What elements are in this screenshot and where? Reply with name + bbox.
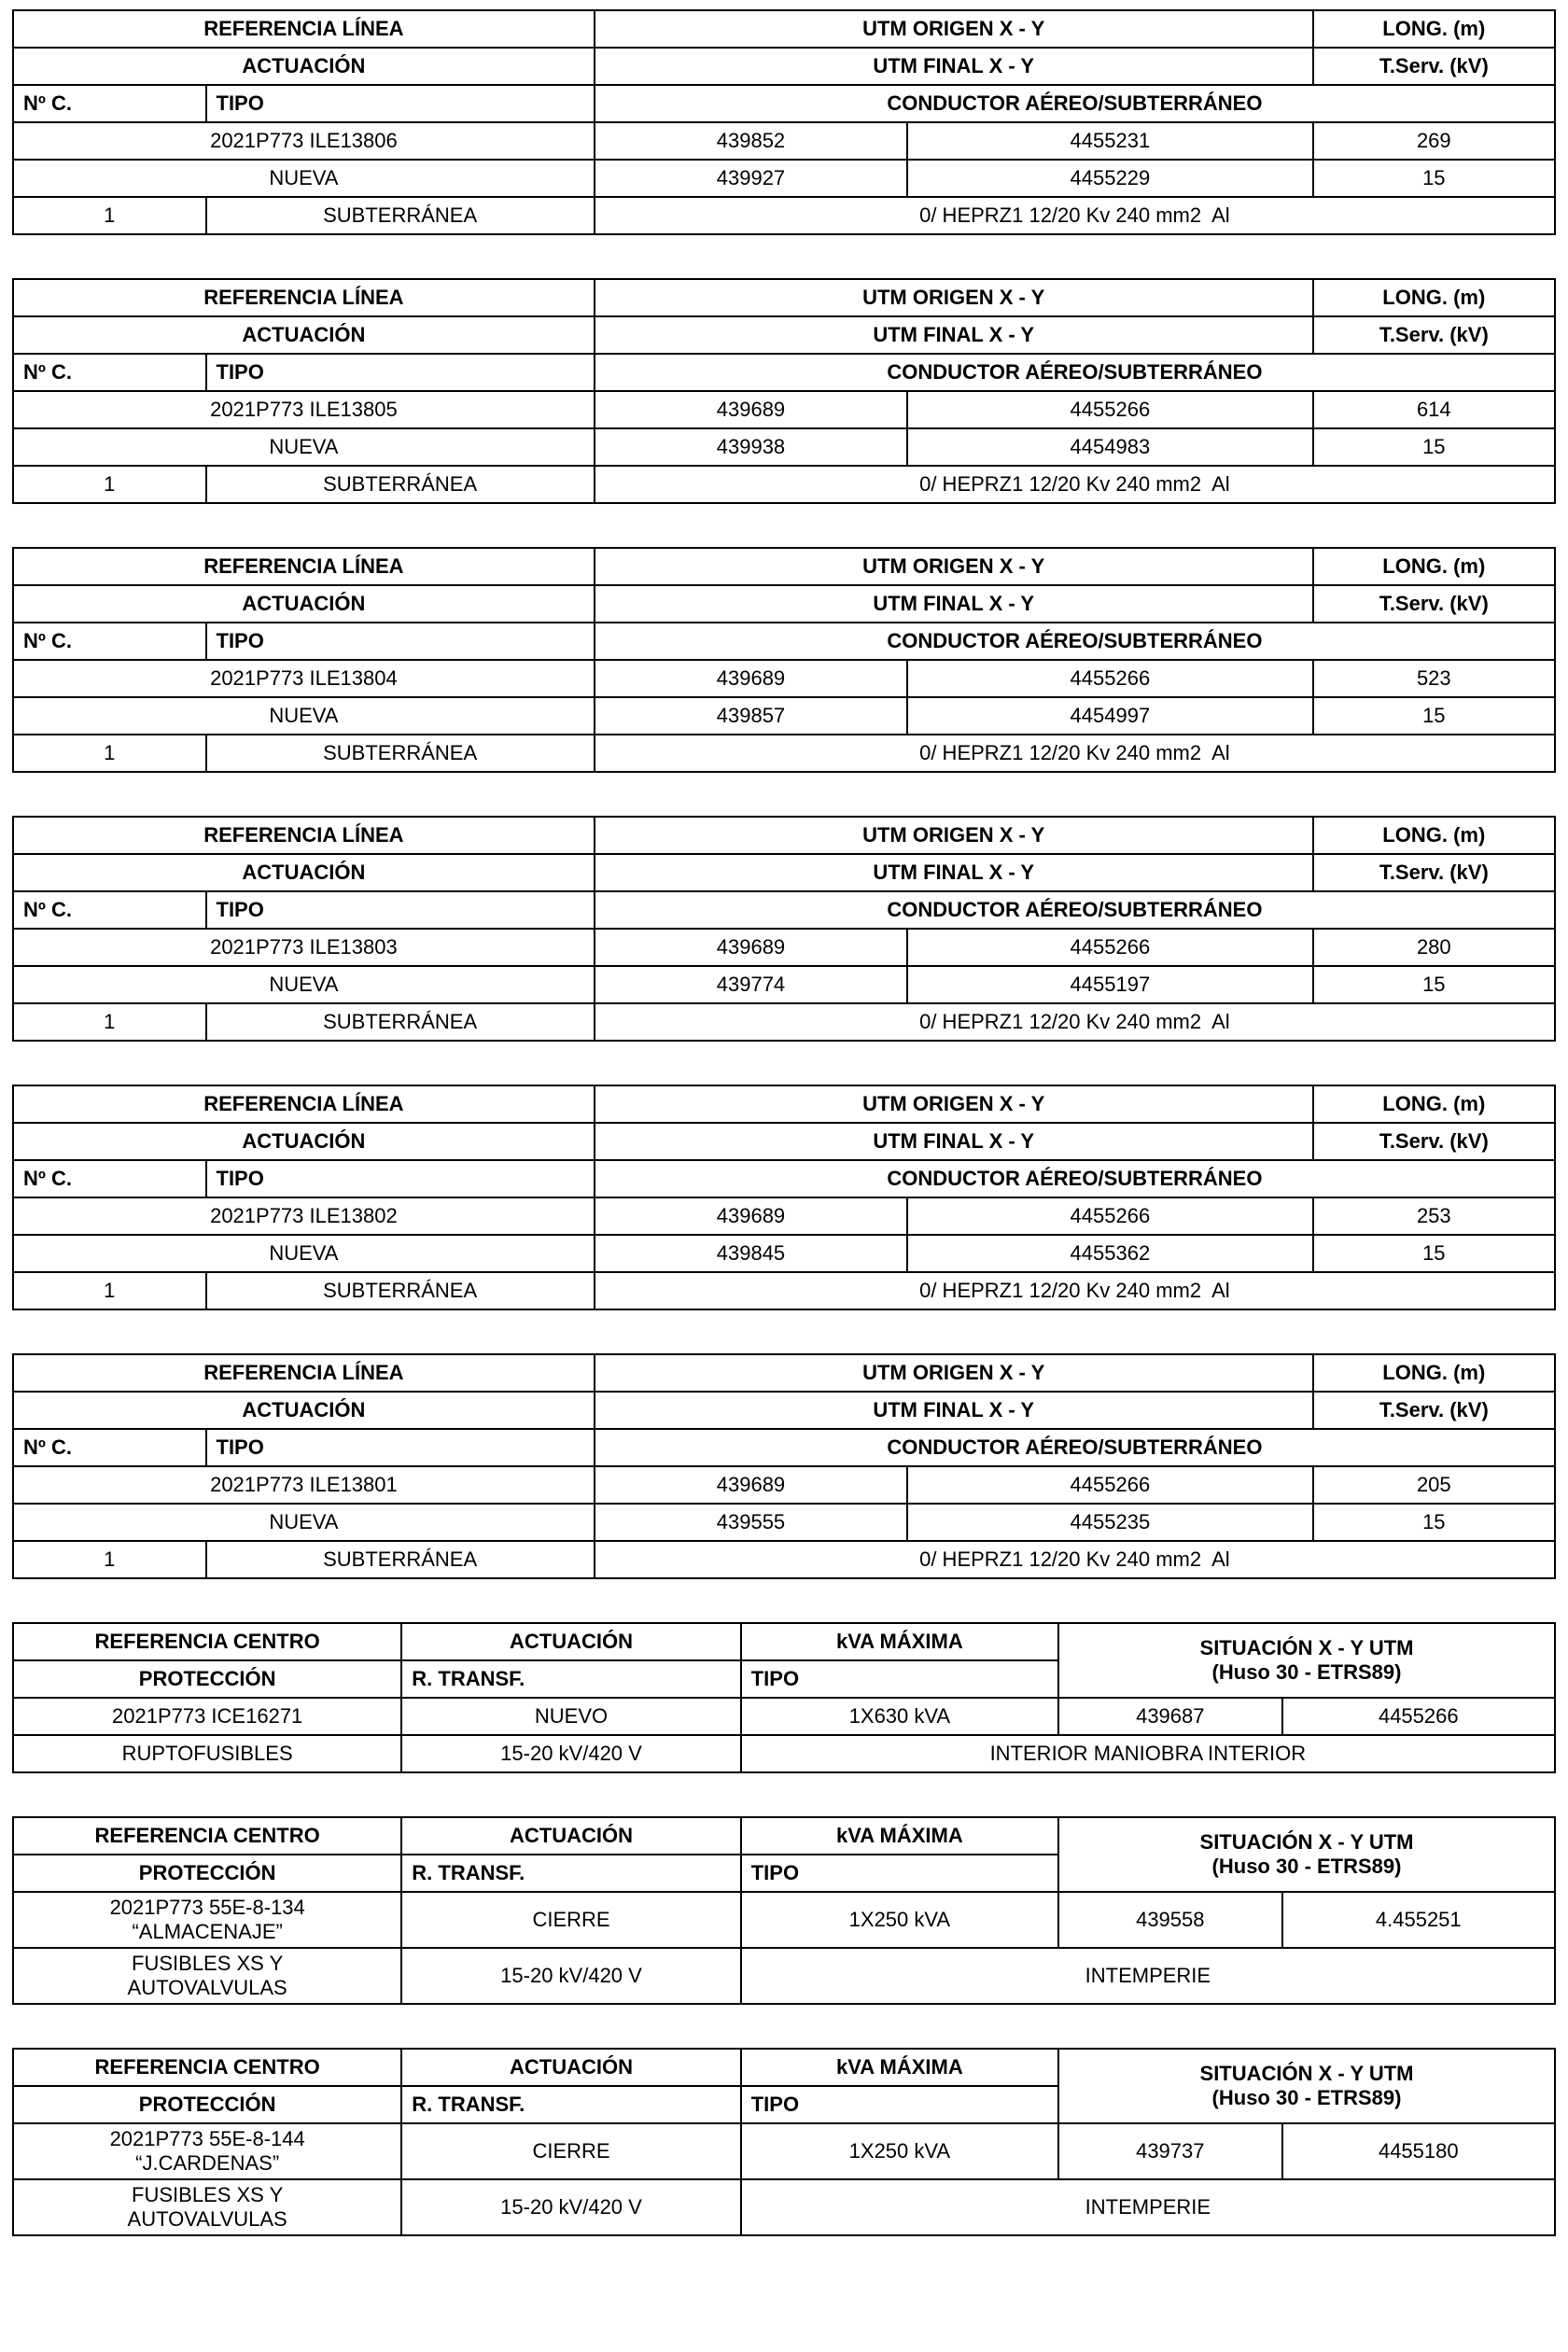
table-row bbox=[13, 1392, 1555, 1429]
header-tipo: TIPO bbox=[206, 1160, 595, 1197]
value-tipo: INTEMPERIE bbox=[741, 2179, 1555, 2235]
value-referencia-line1: 2021P773 55E-8-144 bbox=[109, 2127, 305, 2150]
header-tipo: TIPO bbox=[206, 354, 595, 391]
header-actuacion: ACTUACIÓN bbox=[13, 585, 595, 623]
value-tserv: 15 bbox=[1313, 1235, 1555, 1272]
header-tipo: TIPO bbox=[741, 1660, 1058, 1698]
value-origen-y: 4455266 bbox=[907, 1197, 1312, 1235]
header-conductor: CONDUCTOR AÉREO/SUBTERRÁNEO bbox=[595, 354, 1555, 391]
header-referencia-linea: REFERENCIA LÍNEA bbox=[13, 10, 595, 48]
value-tserv: 15 bbox=[1313, 1504, 1555, 1541]
header-num-c: Nº C. bbox=[13, 1160, 206, 1197]
header-kva-maxima: kVA MÁXIMA bbox=[741, 1623, 1058, 1660]
value-conductor: 0/ HEPRZ1 12/20 Kv 240 mm2 Al bbox=[595, 1541, 1555, 1578]
value-final-x: 439845 bbox=[595, 1235, 907, 1272]
value-tipo: SUBTERRÁNEA bbox=[206, 1003, 595, 1041]
header-actuacion: ACTUACIÓN bbox=[13, 48, 595, 85]
value-proteccion-line2: AUTOVALVULAS bbox=[127, 2207, 287, 2231]
value-kva: 1X630 kVA bbox=[741, 1698, 1058, 1735]
value-num-c: 1 bbox=[13, 1272, 206, 1309]
value-tserv: 15 bbox=[1313, 428, 1555, 466]
table-row bbox=[13, 160, 1555, 197]
value-num-c: 1 bbox=[13, 735, 206, 772]
value-tipo: INTEMPERIE bbox=[741, 1948, 1555, 2004]
table-row bbox=[13, 2179, 1555, 2235]
value-actuacion: NUEVA bbox=[13, 1504, 595, 1541]
table-row bbox=[13, 1698, 1555, 1735]
table-row bbox=[13, 1948, 1555, 2004]
header-utm-origen: UTM ORIGEN X - Y bbox=[595, 817, 1313, 854]
header-situacion-line1: SITUACIÓN X - Y UTM bbox=[1199, 1636, 1414, 1659]
header-r-transf: R. TRANSF. bbox=[401, 1855, 740, 1892]
value-proteccion bbox=[13, 2179, 401, 2235]
table-row bbox=[13, 1429, 1555, 1466]
header-utm-origen: UTM ORIGEN X - Y bbox=[595, 279, 1313, 316]
value-proteccion-line1: FUSIBLES XS Y bbox=[132, 1952, 284, 1975]
table-row bbox=[13, 354, 1555, 391]
value-kva: 1X250 kVA bbox=[741, 1892, 1058, 1948]
table-row bbox=[13, 966, 1555, 1003]
table-row bbox=[13, 1504, 1555, 1541]
value-actuacion: NUEVA bbox=[13, 428, 595, 466]
value-referencia-line1: 2021P773 55E-8-134 bbox=[109, 1896, 305, 1919]
header-kva-maxima: kVA MÁXIMA bbox=[741, 1817, 1058, 1855]
value-conductor: 0/ HEPRZ1 12/20 Kv 240 mm2 Al bbox=[595, 1003, 1555, 1041]
value-origen-y: 4455266 bbox=[907, 660, 1312, 697]
header-utm-origen: UTM ORIGEN X - Y bbox=[595, 548, 1313, 585]
value-referencia-line2: “ALMACENAJE” bbox=[132, 1920, 283, 1943]
header-actuacion: ACTUACIÓN bbox=[401, 1623, 740, 1660]
center-table-1 bbox=[12, 1622, 1556, 1773]
value-tipo: SUBTERRÁNEA bbox=[206, 466, 595, 503]
header-num-c: Nº C. bbox=[13, 354, 206, 391]
value-tipo: SUBTERRÁNEA bbox=[206, 197, 595, 234]
value-referencia: 2021P773 ILE13801 bbox=[13, 1466, 595, 1504]
header-conductor: CONDUCTOR AÉREO/SUBTERRÁNEO bbox=[595, 1429, 1555, 1466]
value-final-y: 4454983 bbox=[907, 428, 1312, 466]
header-num-c: Nº C. bbox=[13, 623, 206, 660]
value-referencia-line2: “J.CARDENAS” bbox=[135, 2151, 280, 2175]
header-utm-final: UTM FINAL X - Y bbox=[595, 854, 1313, 891]
table-row bbox=[13, 1623, 1555, 1660]
header-referencia-linea: REFERENCIA LÍNEA bbox=[13, 279, 595, 316]
header-actuacion: ACTUACIÓN bbox=[13, 854, 595, 891]
value-utm-y: 4455266 bbox=[1282, 1698, 1555, 1735]
value-tserv: 15 bbox=[1313, 966, 1555, 1003]
value-proteccion bbox=[13, 1735, 401, 1772]
header-situacion-line2: (Huso 30 - ETRS89) bbox=[1211, 1660, 1402, 1684]
header-situacion-line1: SITUACIÓN X - Y UTM bbox=[1199, 2062, 1414, 2085]
table-row bbox=[13, 660, 1555, 697]
header-conductor: CONDUCTOR AÉREO/SUBTERRÁNEO bbox=[595, 891, 1555, 929]
table-row bbox=[13, 817, 1555, 854]
value-referencia: 2021P773 ILE13804 bbox=[13, 660, 595, 697]
header-actuacion: ACTUACIÓN bbox=[401, 2049, 740, 2086]
header-long: LONG. (m) bbox=[1313, 817, 1555, 854]
value-long: 523 bbox=[1313, 660, 1555, 697]
header-num-c: Nº C. bbox=[13, 1429, 206, 1466]
header-r-transf: R. TRANSF. bbox=[401, 1660, 740, 1698]
value-long: 614 bbox=[1313, 391, 1555, 428]
header-referencia-centro: REFERENCIA CENTRO bbox=[13, 2049, 401, 2086]
header-long: LONG. (m) bbox=[1313, 279, 1555, 316]
value-utm-x: 439558 bbox=[1058, 1892, 1282, 1948]
value-referencia-centro bbox=[13, 2123, 401, 2179]
value-actuacion: NUEVA bbox=[13, 1235, 595, 1272]
value-actuacion: CIERRE bbox=[401, 2123, 740, 2179]
header-referencia-linea: REFERENCIA LÍNEA bbox=[13, 1085, 595, 1123]
table-row bbox=[13, 428, 1555, 466]
value-origen-x: 439689 bbox=[595, 1197, 907, 1235]
value-referencia: 2021P773 ILE13806 bbox=[13, 122, 595, 160]
value-r-transf: 15-20 kV/420 V bbox=[401, 1948, 740, 2004]
value-long: 205 bbox=[1313, 1466, 1555, 1504]
table-row bbox=[13, 585, 1555, 623]
value-proteccion-line1: RUPTOFUSIBLES bbox=[121, 1742, 293, 1765]
header-referencia-centro: REFERENCIA CENTRO bbox=[13, 1623, 401, 1660]
value-final-x: 439774 bbox=[595, 966, 907, 1003]
table-row bbox=[13, 2123, 1555, 2179]
value-tipo: SUBTERRÁNEA bbox=[206, 735, 595, 772]
value-utm-y: 4.455251 bbox=[1282, 1892, 1555, 1948]
header-utm-origen: UTM ORIGEN X - Y bbox=[595, 10, 1313, 48]
table-row bbox=[13, 122, 1555, 160]
line-table-1 bbox=[12, 9, 1556, 235]
value-origen-y: 4455266 bbox=[907, 1466, 1312, 1504]
table-row bbox=[13, 1235, 1555, 1272]
value-r-transf: 15-20 kV/420 V bbox=[401, 1735, 740, 1772]
value-r-transf: 15-20 kV/420 V bbox=[401, 2179, 740, 2235]
header-kva-maxima: kVA MÁXIMA bbox=[741, 2049, 1058, 2086]
value-proteccion-line1: FUSIBLES XS Y bbox=[132, 2183, 284, 2206]
value-origen-y: 4455266 bbox=[907, 929, 1312, 966]
value-referencia-centro bbox=[13, 1698, 401, 1735]
table-row bbox=[13, 197, 1555, 234]
value-final-y: 4454997 bbox=[907, 697, 1312, 735]
value-referencia: 2021P773 ILE13802 bbox=[13, 1197, 595, 1235]
header-situacion-utm bbox=[1058, 1817, 1555, 1892]
value-tipo: INTERIOR MANIOBRA INTERIOR bbox=[741, 1735, 1555, 1772]
value-conductor: 0/ HEPRZ1 12/20 Kv 240 mm2 Al bbox=[595, 197, 1555, 234]
value-tipo: SUBTERRÁNEA bbox=[206, 1272, 595, 1309]
value-num-c: 1 bbox=[13, 1003, 206, 1041]
header-utm-origen: UTM ORIGEN X - Y bbox=[595, 1085, 1313, 1123]
header-utm-origen: UTM ORIGEN X - Y bbox=[595, 1354, 1313, 1392]
value-final-x: 439857 bbox=[595, 697, 907, 735]
header-long: LONG. (m) bbox=[1313, 1085, 1555, 1123]
header-situacion-line1: SITUACIÓN X - Y UTM bbox=[1199, 1830, 1414, 1854]
table-row bbox=[13, 1817, 1555, 1855]
value-final-y: 4455197 bbox=[907, 966, 1312, 1003]
table-row bbox=[13, 697, 1555, 735]
header-tipo: TIPO bbox=[206, 85, 595, 122]
center-table-2 bbox=[12, 1816, 1556, 2005]
header-referencia-linea: REFERENCIA LÍNEA bbox=[13, 1354, 595, 1392]
table-row bbox=[13, 1892, 1555, 1948]
header-tipo: TIPO bbox=[741, 2086, 1058, 2123]
value-origen-x: 439689 bbox=[595, 660, 907, 697]
header-proteccion: PROTECCIÓN bbox=[13, 1855, 401, 1892]
value-origen-x: 439689 bbox=[595, 391, 907, 428]
value-actuacion: NUEVA bbox=[13, 966, 595, 1003]
value-referencia-centro bbox=[13, 1892, 401, 1948]
header-proteccion: PROTECCIÓN bbox=[13, 2086, 401, 2123]
header-proteccion: PROTECCIÓN bbox=[13, 1660, 401, 1698]
header-referencia-linea: REFERENCIA LÍNEA bbox=[13, 817, 595, 854]
value-long: 269 bbox=[1313, 122, 1555, 160]
table-row bbox=[13, 1541, 1555, 1578]
value-final-y: 4455362 bbox=[907, 1235, 1312, 1272]
center-table-3 bbox=[12, 2048, 1556, 2236]
value-origen-x: 439852 bbox=[595, 122, 907, 160]
value-kva: 1X250 kVA bbox=[741, 2123, 1058, 2179]
header-actuacion: ACTUACIÓN bbox=[13, 1123, 595, 1160]
header-situacion-utm bbox=[1058, 1623, 1555, 1698]
header-referencia-linea: REFERENCIA LÍNEA bbox=[13, 548, 595, 585]
value-num-c: 1 bbox=[13, 197, 206, 234]
header-utm-final: UTM FINAL X - Y bbox=[595, 316, 1313, 354]
header-long: LONG. (m) bbox=[1313, 548, 1555, 585]
header-tipo: TIPO bbox=[206, 623, 595, 660]
header-long: LONG. (m) bbox=[1313, 10, 1555, 48]
value-origen-y: 4455266 bbox=[907, 391, 1312, 428]
table-row bbox=[13, 10, 1555, 48]
header-situacion-utm bbox=[1058, 2049, 1555, 2123]
header-utm-final: UTM FINAL X - Y bbox=[595, 1392, 1313, 1429]
table-row bbox=[13, 48, 1555, 85]
header-num-c: Nº C. bbox=[13, 85, 206, 122]
value-utm-y: 4455180 bbox=[1282, 2123, 1555, 2179]
header-long: LONG. (m) bbox=[1313, 1354, 1555, 1392]
value-utm-x: 439737 bbox=[1058, 2123, 1282, 2179]
value-long: 280 bbox=[1313, 929, 1555, 966]
value-num-c: 1 bbox=[13, 1541, 206, 1578]
value-proteccion-line2: AUTOVALVULAS bbox=[127, 1976, 287, 1999]
header-referencia-centro: REFERENCIA CENTRO bbox=[13, 1817, 401, 1855]
value-conductor: 0/ HEPRZ1 12/20 Kv 240 mm2 Al bbox=[595, 735, 1555, 772]
header-tserv: T.Serv. (kV) bbox=[1313, 1123, 1555, 1160]
table-row bbox=[13, 316, 1555, 354]
header-conductor: CONDUCTOR AÉREO/SUBTERRÁNEO bbox=[595, 1160, 1555, 1197]
table-row bbox=[13, 1197, 1555, 1235]
value-utm-x: 439687 bbox=[1058, 1698, 1282, 1735]
value-final-x: 439938 bbox=[595, 428, 907, 466]
value-origen-x: 439689 bbox=[595, 1466, 907, 1504]
table-row bbox=[13, 891, 1555, 929]
value-final-y: 4455235 bbox=[907, 1504, 1312, 1541]
line-table-2 bbox=[12, 278, 1556, 504]
table-row bbox=[13, 85, 1555, 122]
header-tserv: T.Serv. (kV) bbox=[1313, 316, 1555, 354]
header-utm-final: UTM FINAL X - Y bbox=[595, 585, 1313, 623]
table-row bbox=[13, 929, 1555, 966]
header-situacion-line2: (Huso 30 - ETRS89) bbox=[1211, 1855, 1402, 1878]
header-tserv: T.Serv. (kV) bbox=[1313, 585, 1555, 623]
table-row bbox=[13, 466, 1555, 503]
value-actuacion: NUEVA bbox=[13, 160, 595, 197]
line-table-5 bbox=[12, 1085, 1556, 1310]
header-actuacion: ACTUACIÓN bbox=[401, 1817, 740, 1855]
header-conductor: CONDUCTOR AÉREO/SUBTERRÁNEO bbox=[595, 623, 1555, 660]
header-tserv: T.Serv. (kV) bbox=[1313, 1392, 1555, 1429]
header-situacion-line2: (Huso 30 - ETRS89) bbox=[1211, 2086, 1402, 2109]
table-row bbox=[13, 548, 1555, 585]
table-row bbox=[13, 391, 1555, 428]
table-row bbox=[13, 1160, 1555, 1197]
value-final-x: 439555 bbox=[595, 1504, 907, 1541]
header-conductor: CONDUCTOR AÉREO/SUBTERRÁNEO bbox=[595, 85, 1555, 122]
table-row bbox=[13, 1003, 1555, 1041]
header-tipo: TIPO bbox=[206, 1429, 595, 1466]
value-long: 253 bbox=[1313, 1197, 1555, 1235]
header-tserv: T.Serv. (kV) bbox=[1313, 48, 1555, 85]
value-final-y: 4455229 bbox=[907, 160, 1312, 197]
header-utm-final: UTM FINAL X - Y bbox=[595, 48, 1313, 85]
value-origen-y: 4455231 bbox=[907, 122, 1312, 160]
table-row bbox=[13, 854, 1555, 891]
value-origen-x: 439689 bbox=[595, 929, 907, 966]
value-referencia: 2021P773 ILE13803 bbox=[13, 929, 595, 966]
header-tipo: TIPO bbox=[206, 891, 595, 929]
table-row bbox=[13, 623, 1555, 660]
line-table-6 bbox=[12, 1353, 1556, 1579]
value-actuacion: NUEVA bbox=[13, 697, 595, 735]
header-actuacion: ACTUACIÓN bbox=[13, 1392, 595, 1429]
value-referencia: 2021P773 ILE13805 bbox=[13, 391, 595, 428]
value-num-c: 1 bbox=[13, 466, 206, 503]
value-actuacion: CIERRE bbox=[401, 1892, 740, 1948]
value-conductor: 0/ HEPRZ1 12/20 Kv 240 mm2 Al bbox=[595, 1272, 1555, 1309]
header-r-transf: R. TRANSF. bbox=[401, 2086, 740, 2123]
value-tserv: 15 bbox=[1313, 160, 1555, 197]
value-referencia-line1: 2021P773 ICE16271 bbox=[112, 1704, 303, 1728]
value-final-x: 439927 bbox=[595, 160, 907, 197]
table-row bbox=[13, 1085, 1555, 1123]
table-row bbox=[13, 1272, 1555, 1309]
value-tserv: 15 bbox=[1313, 697, 1555, 735]
header-utm-final: UTM FINAL X - Y bbox=[595, 1123, 1313, 1160]
table-row bbox=[13, 735, 1555, 772]
table-row bbox=[13, 1466, 1555, 1504]
header-tipo: TIPO bbox=[741, 1855, 1058, 1892]
line-table-3 bbox=[12, 547, 1556, 773]
header-actuacion: ACTUACIÓN bbox=[13, 316, 595, 354]
line-table-4 bbox=[12, 816, 1556, 1042]
table-row bbox=[13, 1123, 1555, 1160]
table-row bbox=[13, 279, 1555, 316]
table-row bbox=[13, 2049, 1555, 2086]
value-actuacion: NUEVO bbox=[401, 1698, 740, 1735]
table-row bbox=[13, 1354, 1555, 1392]
value-tipo: SUBTERRÁNEA bbox=[206, 1541, 595, 1578]
header-tserv: T.Serv. (kV) bbox=[1313, 854, 1555, 891]
value-proteccion bbox=[13, 1948, 401, 2004]
value-conductor: 0/ HEPRZ1 12/20 Kv 240 mm2 Al bbox=[595, 466, 1555, 503]
header-num-c: Nº C. bbox=[13, 891, 206, 929]
table-row bbox=[13, 1735, 1555, 1772]
